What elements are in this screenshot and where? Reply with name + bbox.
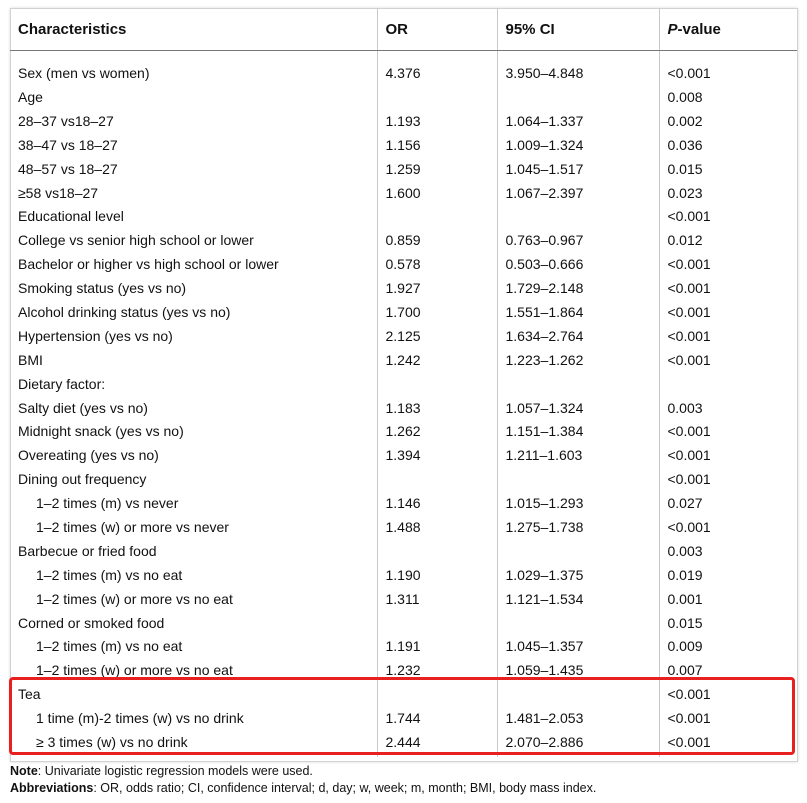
ci-cell <box>497 85 659 109</box>
header-ci: 95% CI <box>497 8 659 51</box>
p-value-cell: <0.001 <box>659 252 797 276</box>
ci-cell: 1.059–1.435 <box>497 658 659 682</box>
characteristic-cell: Barbecue or fried food <box>18 542 157 559</box>
characteristic-cell: 1–2 times (w) or more vs no eat <box>36 590 233 607</box>
p-value-cell: <0.001 <box>659 276 797 300</box>
p-value-cell: <0.001 <box>659 51 797 86</box>
or-cell: 4.376 <box>377 51 497 86</box>
or-cell <box>377 467 497 491</box>
table-row <box>10 228 797 252</box>
table-row <box>10 109 797 133</box>
ci-cell: 1.057–1.324 <box>497 396 659 420</box>
table-row <box>10 372 797 396</box>
or-cell: 1.242 <box>377 348 497 372</box>
or-cell: 1.394 <box>377 443 497 467</box>
abbreviations-text: : OR, odds ratio; CI, confidence interval; d, day; w, week; m, month; BMI, body mass index. <box>93 780 597 795</box>
p-value-cell: <0.001 <box>659 204 797 228</box>
p-value-cell: 0.012 <box>659 228 797 252</box>
p-value-cell <box>659 372 797 396</box>
ci-cell: 2.070–2.886 <box>497 730 659 757</box>
characteristic-cell: 28–37 vs18–27 <box>18 112 114 129</box>
ci-cell: 1.045–1.517 <box>497 157 659 181</box>
or-cell: 1.183 <box>377 396 497 420</box>
header-p-value <box>659 8 797 51</box>
ci-cell: 1.211–1.603 <box>497 443 659 467</box>
characteristic-cell: Dietary factor: <box>18 375 106 392</box>
table-row <box>10 85 797 109</box>
table-row <box>10 706 797 730</box>
table-row <box>10 348 797 372</box>
ci-cell: 1.275–1.738 <box>497 515 659 539</box>
note-label: Note <box>10 764 38 778</box>
ci-cell <box>497 682 659 706</box>
p-value-cell: 0.036 <box>659 133 797 157</box>
table-row <box>10 563 797 587</box>
ci-cell <box>497 539 659 563</box>
table-row <box>10 443 797 467</box>
abbreviations-label: Abbreviations <box>10 780 94 795</box>
table-row <box>10 634 797 658</box>
p-value-cell: 0.019 <box>659 563 797 587</box>
characteristic-cell: 1–2 times (w) or more vs never <box>36 518 229 535</box>
ci-cell <box>497 467 659 491</box>
p-value-cell: 0.008 <box>659 85 797 109</box>
ci-cell: 1.029–1.375 <box>497 563 659 587</box>
table-row <box>10 396 797 420</box>
p-value-cell: <0.001 <box>659 706 797 730</box>
characteristic-cell: Educational level <box>18 208 124 225</box>
p-value-cell: 0.015 <box>659 157 797 181</box>
table-row <box>10 539 797 563</box>
or-cell: 1.191 <box>377 634 497 658</box>
ci-cell <box>497 204 659 228</box>
p-value-cell: 0.023 <box>659 181 797 205</box>
table-row <box>10 587 797 611</box>
ci-cell: 0.503–0.666 <box>497 252 659 276</box>
or-cell: 2.444 <box>377 730 497 757</box>
ci-cell: 1.151–1.384 <box>497 419 659 443</box>
p-value-cell: <0.001 <box>659 515 797 539</box>
table-row <box>10 467 797 491</box>
characteristic-cell: 1 time (m)-2 times (w) vs no drink <box>36 710 244 727</box>
or-cell: 1.600 <box>377 181 497 205</box>
p-value-cell: <0.001 <box>659 682 797 706</box>
or-cell: 1.146 <box>377 491 497 515</box>
ci-cell <box>497 611 659 635</box>
ci-cell: 1.009–1.324 <box>497 133 659 157</box>
or-cell <box>377 372 497 396</box>
ci-cell: 1.481–2.053 <box>497 706 659 730</box>
characteristic-cell: ≥ 3 times (w) vs no drink <box>36 733 188 750</box>
or-cell <box>377 85 497 109</box>
p-value-cell: <0.001 <box>659 467 797 491</box>
table-row <box>10 300 797 324</box>
characteristic-cell: Salty diet (yes vs no) <box>18 399 148 416</box>
or-cell: 1.311 <box>377 587 497 611</box>
characteristic-cell: 38–47 vs 18–27 <box>18 136 118 153</box>
table-row <box>10 252 797 276</box>
or-cell: 1.700 <box>377 300 497 324</box>
table-row <box>10 730 797 757</box>
characteristic-cell: Midnight snack (yes vs no) <box>18 423 184 440</box>
or-cell: 1.927 <box>377 276 497 300</box>
table-row <box>10 419 797 443</box>
header-p-italic: P <box>667 20 678 38</box>
or-cell: 0.578 <box>377 252 497 276</box>
characteristic-cell: Hypertension (yes vs no) <box>18 327 173 344</box>
ci-cell: 1.015–1.293 <box>497 491 659 515</box>
p-value-cell: 0.009 <box>659 634 797 658</box>
ci-cell: 3.950–4.848 <box>497 51 659 86</box>
characteristic-cell: Bachelor or higher vs high school or lower <box>18 256 279 273</box>
characteristic-cell: 1–2 times (w) or more vs no eat <box>36 662 233 679</box>
characteristic-cell: 1–2 times (m) vs never <box>36 495 179 512</box>
abbreviations-line <box>10 780 596 797</box>
or-cell: 1.156 <box>377 133 497 157</box>
or-cell: 1.259 <box>377 157 497 181</box>
p-value-cell: <0.001 <box>659 300 797 324</box>
table-row <box>10 491 797 515</box>
or-cell <box>377 611 497 635</box>
p-value-cell: <0.001 <box>659 730 797 757</box>
table-row <box>10 157 797 181</box>
characteristic-cell: BMI <box>18 351 43 368</box>
or-cell: 0.859 <box>377 228 497 252</box>
p-value-cell: 0.015 <box>659 611 797 635</box>
ci-cell: 0.763–0.967 <box>497 228 659 252</box>
or-cell: 1.232 <box>377 658 497 682</box>
characteristic-cell: Smoking status (yes vs no) <box>18 280 187 297</box>
table-row <box>10 276 797 300</box>
ci-cell: 1.121–1.534 <box>497 587 659 611</box>
ci-cell: 1.634–2.764 <box>497 324 659 348</box>
or-cell <box>377 539 497 563</box>
or-cell <box>377 204 497 228</box>
or-cell: 2.125 <box>377 324 497 348</box>
characteristic-cell: Alcohol drinking status (yes vs no) <box>18 303 231 320</box>
ci-cell: 1.223–1.262 <box>497 348 659 372</box>
p-value-cell: <0.001 <box>659 348 797 372</box>
table-row <box>10 515 797 539</box>
ci-cell: 1.064–1.337 <box>497 109 659 133</box>
table-row <box>10 682 797 706</box>
characteristic-cell: 48–57 vs 18–27 <box>18 160 118 177</box>
ci-cell: 1.729–2.148 <box>497 276 659 300</box>
characteristic-cell: ≥58 vs18–27 <box>18 184 99 201</box>
characteristic-cell: 1–2 times (m) vs no eat <box>36 638 183 655</box>
note-line <box>10 763 596 780</box>
note-text: : Univariate logistic regression models were used. <box>37 764 313 778</box>
table-notes <box>10 763 596 796</box>
table-row <box>10 611 797 635</box>
characteristic-cell: 1–2 times (m) vs no eat <box>36 566 183 583</box>
characteristic-cell: Overeating (yes vs no) <box>18 447 159 464</box>
p-value-cell: <0.001 <box>659 324 797 348</box>
characteristic-cell: Corned or smoked food <box>18 614 165 631</box>
ci-cell <box>497 372 659 396</box>
p-value-cell: 0.001 <box>659 587 797 611</box>
or-cell: 1.744 <box>377 706 497 730</box>
or-cell: 1.488 <box>377 515 497 539</box>
header-row <box>10 8 797 51</box>
ci-cell: 1.551–1.864 <box>497 300 659 324</box>
table-row <box>10 324 797 348</box>
table-row <box>10 658 797 682</box>
characteristic-cell: College vs senior high school or lower <box>18 232 254 249</box>
table-row <box>10 204 797 228</box>
or-cell <box>377 682 497 706</box>
p-value-cell: 0.007 <box>659 658 797 682</box>
or-cell: 1.262 <box>377 419 497 443</box>
table-row <box>10 181 797 205</box>
characteristic-cell: Tea <box>18 686 41 703</box>
p-value-cell: <0.001 <box>659 443 797 467</box>
table-row <box>10 51 797 86</box>
table-row <box>10 133 797 157</box>
characteristic-cell: Sex (men vs women) <box>18 65 150 81</box>
p-value-cell: 0.003 <box>659 396 797 420</box>
characteristic-cell: Age <box>18 88 43 105</box>
ci-cell: 1.045–1.357 <box>497 634 659 658</box>
characteristic-cell: Dining out frequency <box>18 471 147 488</box>
or-cell: 1.193 <box>377 109 497 133</box>
p-value-cell: 0.027 <box>659 491 797 515</box>
header-p-rest: -value <box>677 20 721 38</box>
p-value-cell: <0.001 <box>659 419 797 443</box>
p-value-cell: 0.003 <box>659 539 797 563</box>
ci-cell: 1.067–2.397 <box>497 181 659 205</box>
p-value-cell: 0.002 <box>659 109 797 133</box>
header-or: OR <box>377 8 497 51</box>
header-characteristics: Characteristics <box>10 8 377 51</box>
table-body <box>10 51 797 757</box>
or-cell: 1.190 <box>377 563 497 587</box>
results-table <box>10 8 797 757</box>
